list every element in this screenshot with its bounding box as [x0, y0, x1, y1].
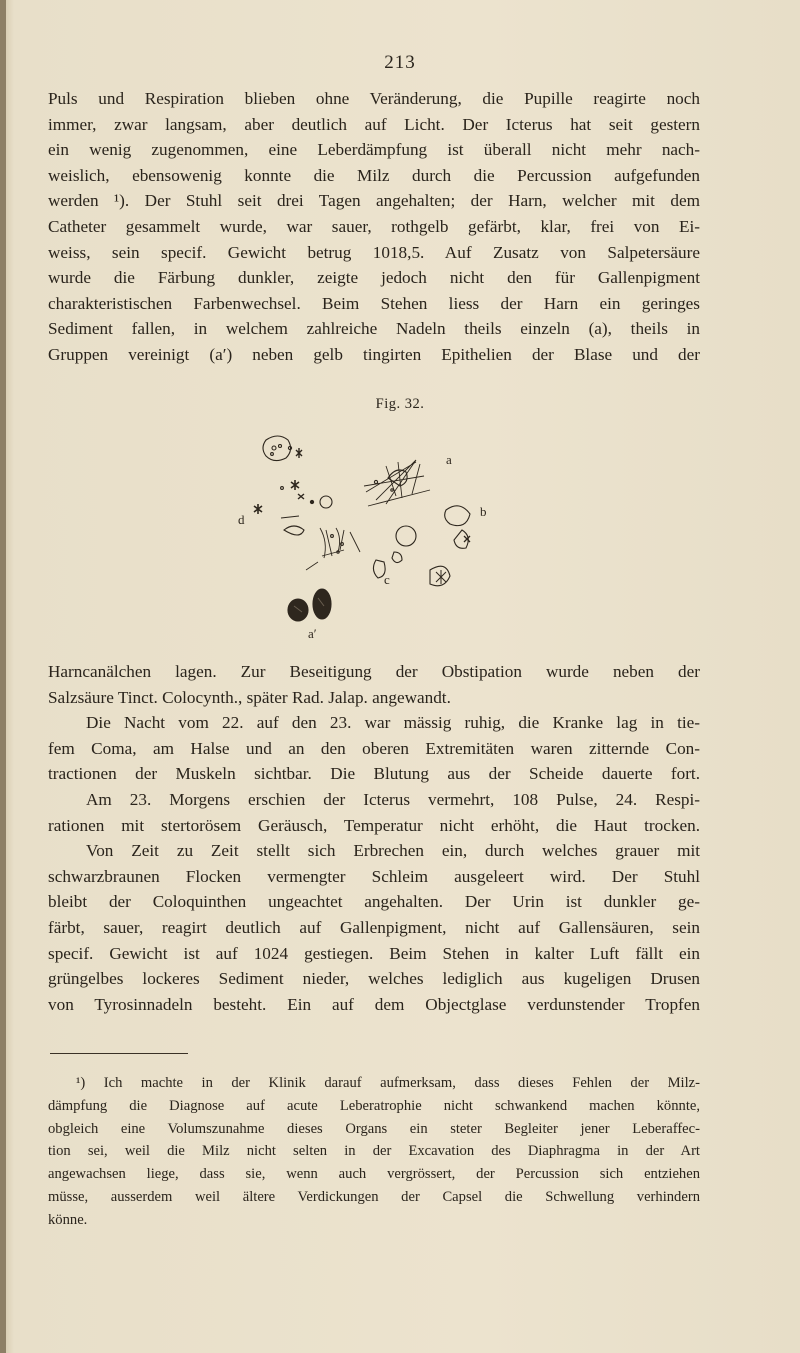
footnote: [48, 1072, 700, 1232]
crystal-dot: [391, 489, 393, 491]
footnote-line: tion sei, weil die Milz nicht selten in der Excavation des Diaphragma in der Art: [48, 1143, 700, 1160]
text-line: Catheter gesammelt wurde, war sauer, rothgelb gefärbt, klar, frei von Ei-: [48, 216, 700, 236]
text-line: immer, zwar langsam, aber deutlich auf Licht. Der Icterus hat seit gestern: [48, 114, 700, 134]
text-line: Salzsäure Tinct. Colocynth., später Rad. Jalap. angewandt.: [48, 687, 451, 707]
footnote-line: obgleich eine Volumszunahme dieses Organs ein steter Begleiter jener Leberaffec-: [48, 1120, 700, 1137]
text-line: tractionen der Muskeln sichtbar. Die Blutung aus der Scheide dauerte fort.: [48, 764, 700, 784]
crystal-dot: [310, 500, 313, 503]
text-line: weislich, ebensowenig konnte die Milz durch die Percussion aufgefunden: [48, 165, 700, 185]
page-number: 213: [384, 52, 416, 73]
crystal-dot: [331, 535, 334, 538]
text-line: weiss, sein specif. Gewicht betrug 1018,5. Auf Zusatz von Salpetersäure: [48, 242, 700, 262]
needle-stroke: [306, 562, 318, 570]
epithelial-cell-shape: [263, 436, 291, 461]
figure-label-d: d: [238, 512, 245, 527]
text-line: ein wenig zugenommen, eine Leberdämpfung ist überall nicht mehr nach-: [48, 140, 700, 160]
figure-caption: Fig. 32.: [375, 396, 425, 412]
text-line: Puls und Respiration blieben ohne Veränderung, die Pupille reagirte noch: [48, 89, 700, 108]
text-line: Gruppen vereinigt (a′) neben gelb tingirten Epithelien der Blase und der: [48, 344, 700, 364]
figure-label-a: a: [446, 452, 452, 467]
figure-label-a-prime: a′: [308, 626, 317, 641]
page-spine-edge: [0, 0, 6, 1353]
footnote-line: könne.: [48, 1211, 88, 1228]
cell-shape: [281, 516, 299, 518]
small-druse: [298, 494, 304, 499]
footnote-line: müsse, ausserdem weil ältere Verdickungen der Capsel die Schwellung verhindern: [48, 1188, 700, 1205]
text-line: rationen mit stertorösem Geräusch, Temperatur nicht erhöht, die Haut trocken.: [48, 815, 700, 835]
text-line: schwarzbraunen Flocken vermengter Schleim ausgeleert wird. Der Stuhl: [48, 866, 700, 886]
cell-shape: [445, 506, 470, 526]
figure-label-c: c: [384, 572, 390, 587]
small-druse: [296, 448, 302, 458]
crystal-dot: [271, 453, 274, 456]
crystal-dot: [288, 446, 291, 449]
crystal-dot: [281, 487, 284, 490]
text-line: bleibt der Coloquinthen ungeachtet angehalten. Der Urin ist dunkler ge-: [48, 892, 700, 912]
large-druse: [288, 599, 308, 621]
cell-cluster: [320, 528, 360, 558]
crystal-dot: [272, 446, 276, 450]
text-line: wurde die Färbung dunkler, zeigte jedoch nicht den für Gallenpigment: [48, 268, 700, 288]
sediment-drawing: [226, 420, 516, 650]
cell-shape: [392, 552, 402, 563]
microscope-sediment-figure: [226, 420, 516, 650]
crystal-dot: [341, 543, 344, 546]
small-druse: [464, 536, 470, 542]
cell-shape: [284, 526, 304, 535]
footnote-line: ¹) Ich machte in der Klinik darauf aufmerksam, dass dieses Fehlen der Milz-: [76, 1075, 700, 1091]
footnote-line: dämpfung die Diagnose auf acute Leberatrophie nicht schwankend machen könnte,: [48, 1097, 700, 1114]
footnote-line: angewachsen liege, dass sie, wenn auch vergrössert, der Percussion sich entziehen: [48, 1166, 700, 1183]
round-cell: [396, 526, 416, 546]
small-druse: [291, 480, 299, 490]
small-druse: [254, 504, 262, 514]
figure-label-b: b: [480, 504, 487, 519]
round-cell: [320, 496, 332, 508]
footnote-divider: [50, 1053, 188, 1054]
text-line: Die Nacht vom 22. auf den 23. war mässig ruhig, die Kranke lag in tie-: [86, 713, 700, 733]
text-line: Am 23. Morgens erschien der Icterus vermehrt, 108 Pulse, 24. Respi-: [86, 789, 700, 809]
text-line: charakteristischen Farbenwechsel. Beim Stehen liess der Harn ein geringes: [48, 293, 700, 313]
text-line: specif. Gewicht ist auf 1024 gestiegen. Beim Stehen in kalter Luft fällt ein: [48, 943, 700, 963]
text-line: fem Coma, am Halse und an den oberen Extremitäten waren zitternde Con-: [48, 738, 700, 758]
text-line: Sediment fallen, in welchem zahlreiche Nadeln theils einzeln (a), theils in: [48, 319, 700, 339]
text-line: von Tyrosinnadeln besteht. Ein auf dem Objectglase verdunstender Tropfen: [48, 994, 700, 1014]
paragraph-1: [48, 86, 700, 368]
text-line: färbt, sauer, reagirt deutlich auf Gallenpigment, nicht auf Gallensäuren, sein: [48, 917, 700, 937]
crystal-dot: [374, 480, 377, 483]
crystal-dot: [279, 445, 282, 448]
text-line: werden ¹). Der Stuhl seit drei Tagen angehalten; der Harn, welcher mit dem: [48, 191, 700, 211]
body-text-continued: [48, 659, 700, 1017]
text-line: Harncanälchen lagen. Zur Beseitigung der Obstipation wurde neben der: [48, 662, 700, 681]
needle-cluster: [364, 460, 430, 506]
text-line: grüngelbes lockeres Sediment nieder, welches lediglich aus kugeligen Drusen: [48, 969, 700, 989]
text-line: Von Zeit zu Zeit stellt sich Erbrechen ein, durch welches grauer mit: [86, 841, 700, 861]
druse-cluster: [436, 570, 446, 584]
